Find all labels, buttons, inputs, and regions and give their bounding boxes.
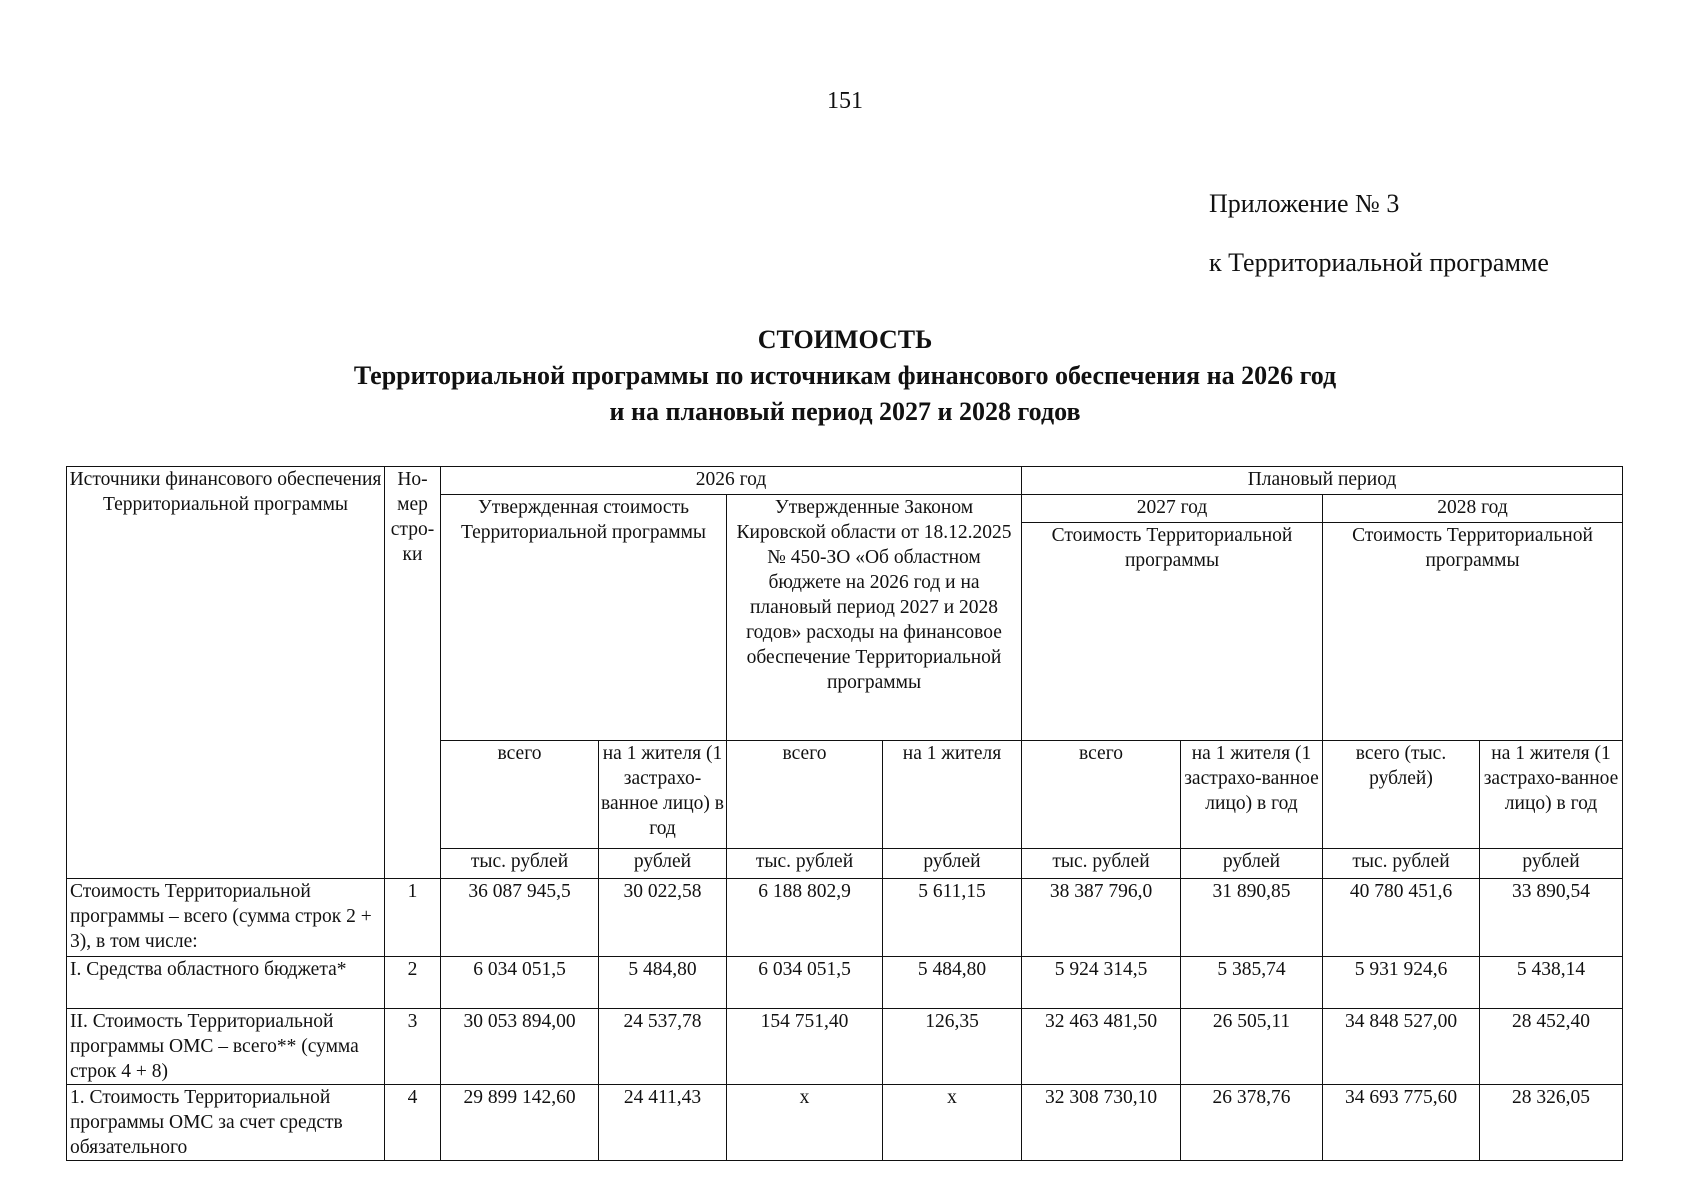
value-cell: 154 751,40 <box>727 1009 883 1085</box>
value-cell: 6 034 051,5 <box>727 957 883 1009</box>
row-number: 1 <box>385 879 441 957</box>
value-cell: 5 611,15 <box>883 879 1022 957</box>
row-number: 2 <box>385 957 441 1009</box>
header-total: всего <box>727 741 883 849</box>
value-cell: 34 693 775,60 <box>1323 1085 1480 1161</box>
unit-cell: рублей <box>883 849 1022 879</box>
value-cell: 31 890,85 <box>1181 879 1323 957</box>
table-row <box>67 957 1623 1009</box>
header-row-number: Но-мер стро-ки <box>385 467 441 879</box>
value-cell: 5 484,80 <box>883 957 1022 1009</box>
header-planned-period: Плановый период <box>1022 467 1623 495</box>
title-line-2: Территориальной программы по источникам финансового обеспечения на 2026 год <box>353 361 1337 390</box>
header-per-resident-insured: на 1 жителя (1 застрахо-ванное лицо) в год <box>1480 741 1623 849</box>
row-number: 3 <box>385 1009 441 1085</box>
document-title <box>0 322 1690 430</box>
row-label: II. Стоимость Территориальной программы ОМС – всего** (сумма строк 4 + 8) <box>67 1009 385 1085</box>
unit-cell: тыс. рублей <box>727 849 883 879</box>
value-cell: 28 452,40 <box>1480 1009 1623 1085</box>
header-approved-cost: Утвержденная стоимость Территориальной программы <box>441 495 727 741</box>
value-cell: 6 188 802,9 <box>727 879 883 957</box>
page-number: 151 <box>827 88 863 114</box>
value-cell: 36 087 945,5 <box>441 879 599 957</box>
value-cell: 5 438,14 <box>1480 957 1623 1009</box>
table-row <box>67 1009 1623 1085</box>
header-per-resident: на 1 жителя <box>883 741 1022 849</box>
unit-cell: рублей <box>1181 849 1323 879</box>
value-cell: 24 537,78 <box>599 1009 727 1085</box>
row-label: 1. Стоимость Территориальной программы ОМС за счет средств обязательного <box>67 1085 385 1161</box>
value-cell: 30 022,58 <box>599 879 727 957</box>
header-total-thousand: всего (тыс. рублей) <box>1323 741 1480 849</box>
header-total: всего <box>1022 741 1181 849</box>
value-cell: 40 780 451,6 <box>1323 879 1480 957</box>
header-approved-by-law: Утвержденные Законом Кировской области от 18.12.2025 № 450-ЗО «Об областном бюджете на 2026 год и на плановый период 2027 и 2028 годов» расходы на финансовое обеспечение Территориальной программы <box>727 495 1022 741</box>
header-year-2028: 2028 год <box>1323 495 1623 523</box>
header-year-2027: 2027 год <box>1022 495 1323 523</box>
value-cell: 28 326,05 <box>1480 1085 1623 1161</box>
value-cell: 29 899 142,60 <box>441 1085 599 1161</box>
unit-cell: тыс. рублей <box>441 849 599 879</box>
header-year-2026: 2026 год <box>441 467 1022 495</box>
value-cell: 33 890,54 <box>1480 879 1623 957</box>
header-per-resident-insured: на 1 жителя (1 застрахо-ванное лицо) в год <box>599 741 727 849</box>
value-cell: 6 034 051,5 <box>441 957 599 1009</box>
appendix-block <box>1209 174 1549 292</box>
unit-cell: тыс. рублей <box>1323 849 1480 879</box>
row-label: Стоимость Территориальной программы – всего (сумма строк 2 + 3), в том числе: <box>67 879 385 957</box>
header-sources: Источники финансового обеспечения Территориальной программы <box>67 467 385 879</box>
row-number: 4 <box>385 1085 441 1161</box>
header-per-resident-insured: на 1 жителя (1 застрахо-ванное лицо) в год <box>1181 741 1323 849</box>
header-row-1 <box>67 467 1623 495</box>
appendix-number: Приложение № 3 <box>1209 189 1400 218</box>
value-cell: 5 385,74 <box>1181 957 1323 1009</box>
title-line-3: и на плановый период 2027 и 2028 годов <box>609 397 1081 426</box>
header-total: всего <box>441 741 599 849</box>
value-cell: 24 411,43 <box>599 1085 727 1161</box>
value-cell: 5 484,80 <box>599 957 727 1009</box>
value-cell: х <box>883 1085 1022 1161</box>
value-cell: 26 378,76 <box>1181 1085 1323 1161</box>
value-cell: 34 848 527,00 <box>1323 1009 1480 1085</box>
table-row <box>67 1085 1623 1161</box>
value-cell: 126,35 <box>883 1009 1022 1085</box>
value-cell: 32 308 730,10 <box>1022 1085 1181 1161</box>
header-cost-2027: Стоимость Территориальной программы <box>1022 523 1323 741</box>
value-cell: 32 463 481,50 <box>1022 1009 1181 1085</box>
value-cell: 5 931 924,6 <box>1323 957 1480 1009</box>
value-cell: 30 053 894,00 <box>441 1009 599 1085</box>
value-cell: 5 924 314,5 <box>1022 957 1181 1009</box>
table-row <box>67 879 1623 957</box>
title-line-1: СТОИМОСТЬ <box>757 325 933 354</box>
header-cost-2028: Стоимость Территориальной программы <box>1323 523 1623 741</box>
value-cell: х <box>727 1085 883 1161</box>
value-cell: 38 387 796,0 <box>1022 879 1181 957</box>
row-label: I. Средства областного бюджета* <box>67 957 385 1009</box>
unit-cell: тыс. рублей <box>1022 849 1181 879</box>
cost-table <box>66 466 1623 1161</box>
unit-cell: рублей <box>599 849 727 879</box>
unit-cell: рублей <box>1480 849 1623 879</box>
appendix-reference: к Территориальной программе <box>1209 248 1549 277</box>
value-cell: 26 505,11 <box>1181 1009 1323 1085</box>
